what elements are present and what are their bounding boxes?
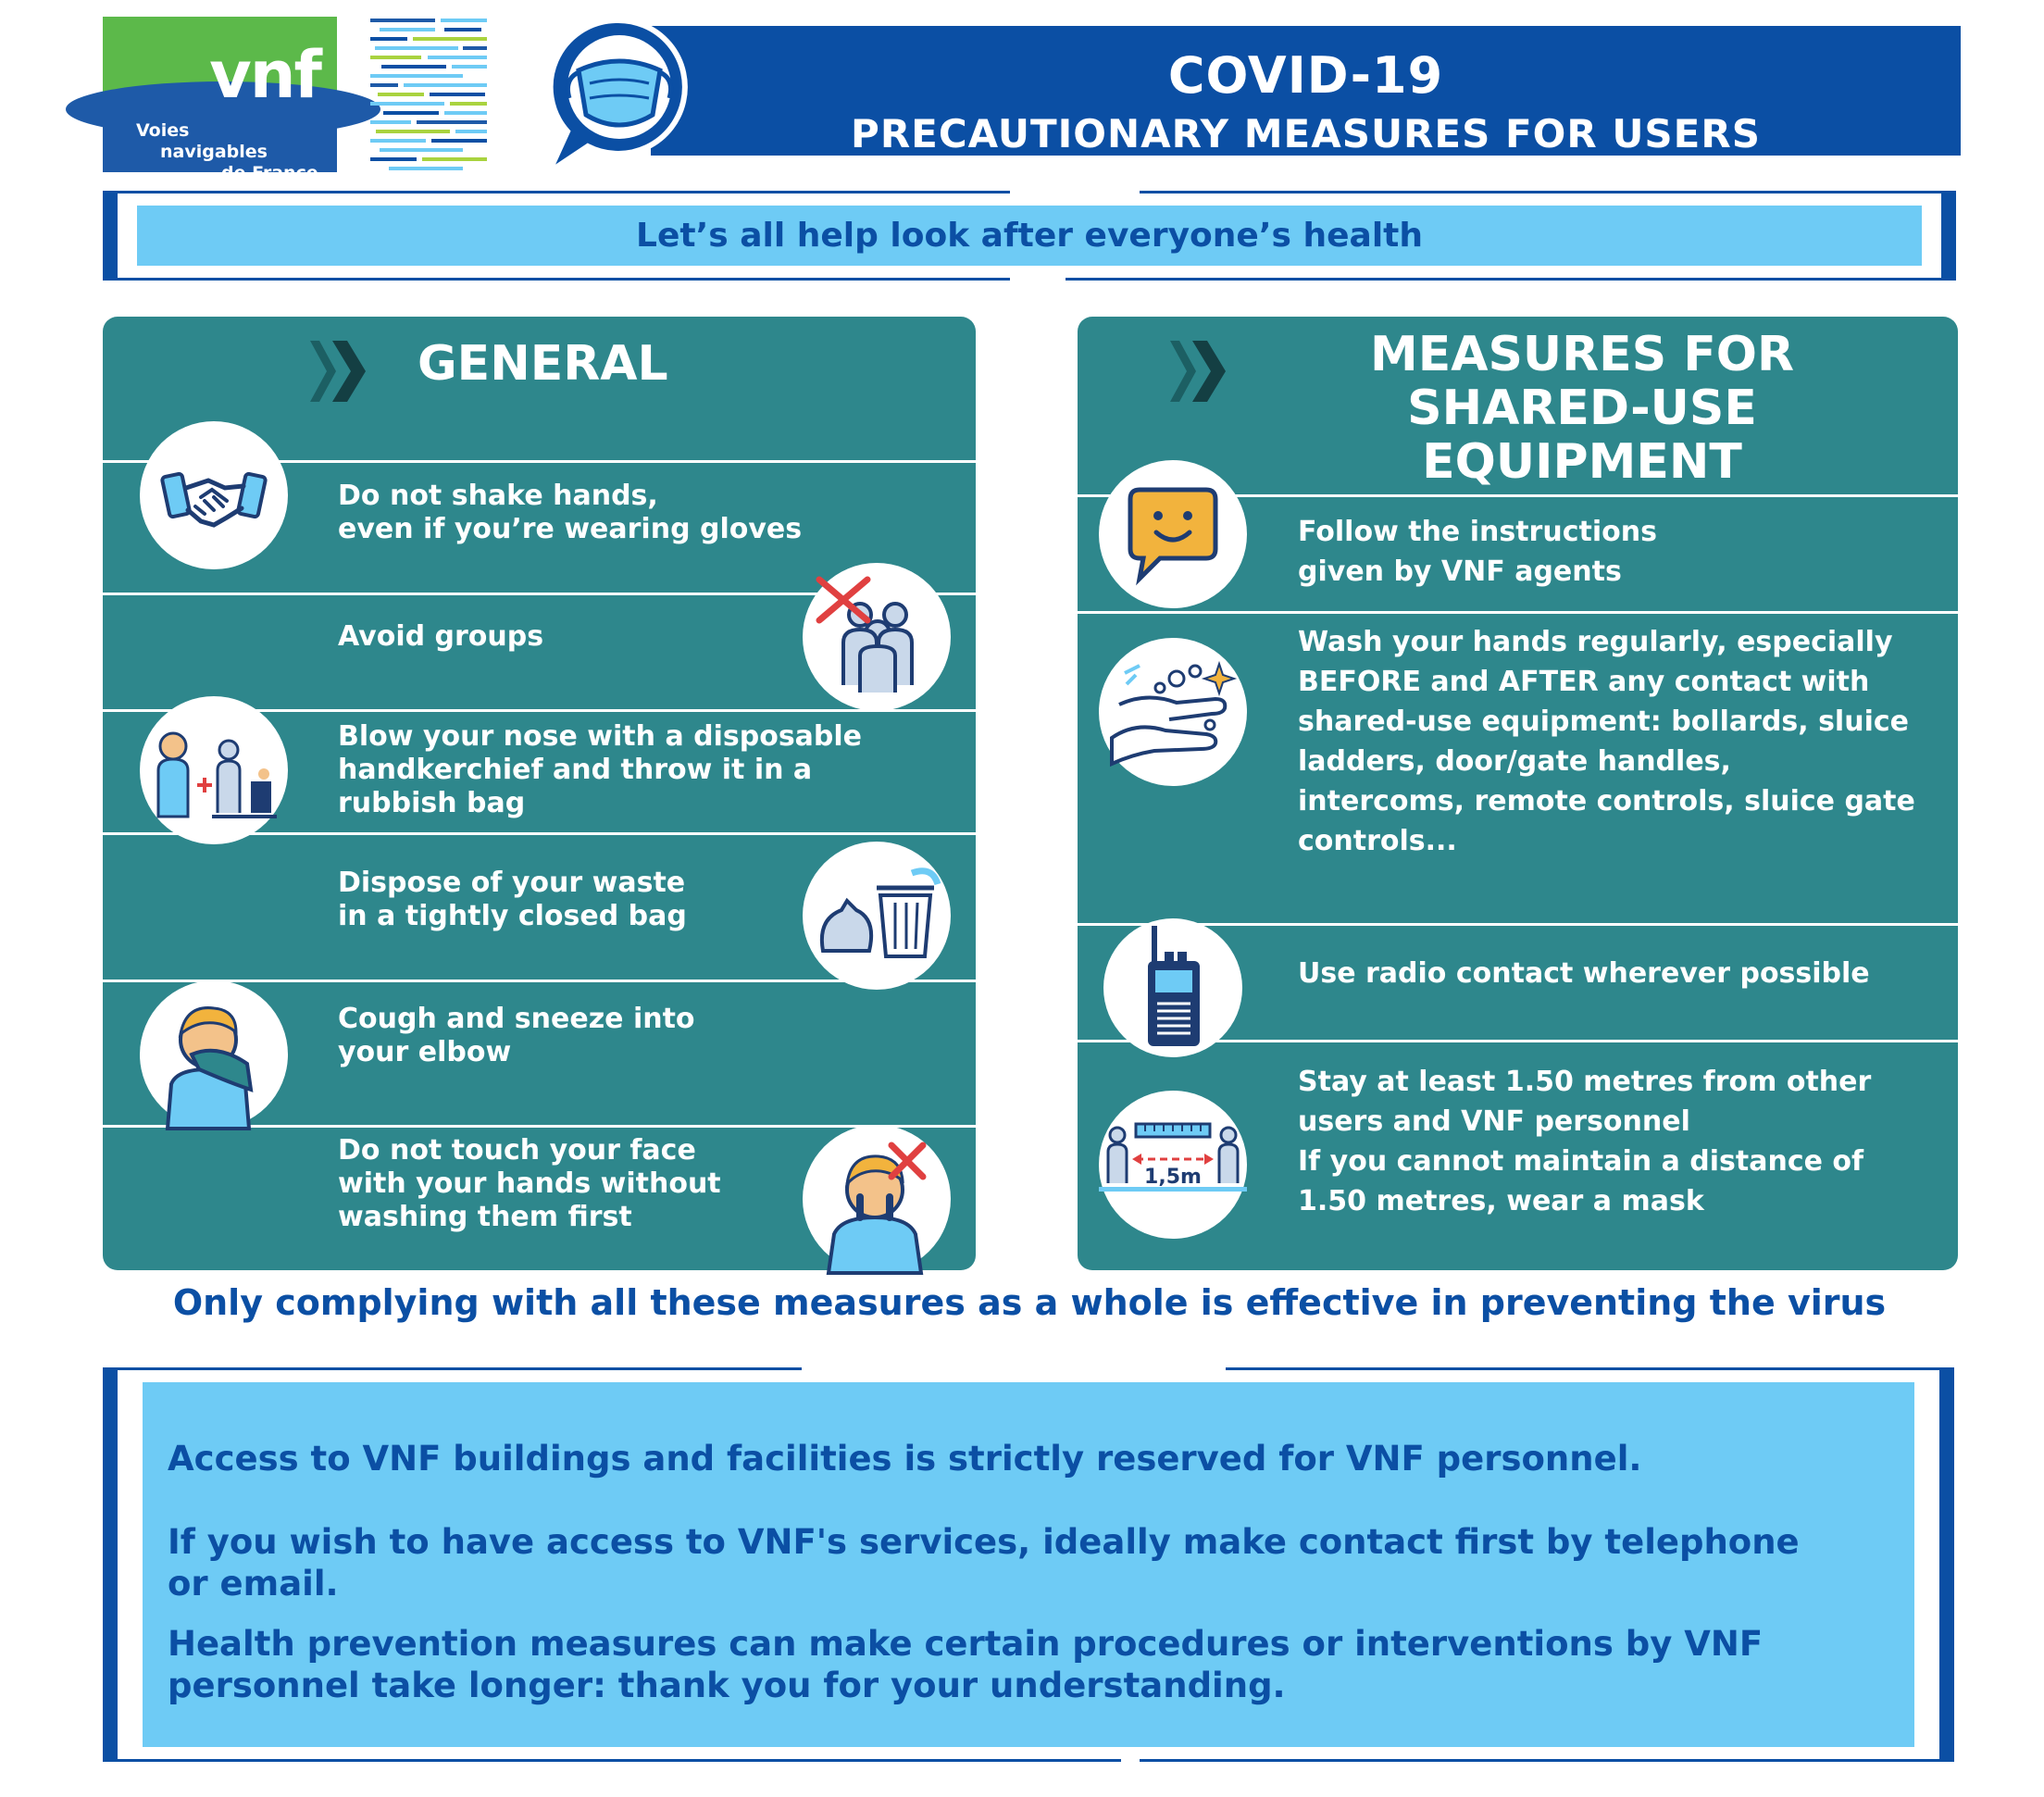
notice-banner	[103, 1367, 1954, 1762]
chevron-right-icon	[306, 330, 375, 413]
shared-item-1: Follow the instructions given by VNF agents	[1298, 516, 1657, 588]
shared-title: MEASURES FOR SHARED-USE EQUIPMENT	[1369, 327, 1795, 490]
general-item-3: Blow your nose with a disposable handkerchief and throw it in a rubbish bag	[338, 720, 863, 819]
general-title: GENERAL	[418, 336, 668, 392]
hand-wash-icon	[1099, 638, 1247, 786]
tissue-bin-icon	[140, 696, 288, 844]
shared-equipment-panel	[1078, 317, 1958, 1270]
logo-tagline: Voies navigables de France	[136, 120, 318, 183]
chevron-right-icon	[1166, 330, 1235, 413]
title-band	[651, 26, 1961, 156]
general-panel	[103, 317, 976, 1270]
notice-contact: If you wish to have access to VNF's services, ideally make contact first by telephone or email.	[168, 1522, 1800, 1604]
logo-brand: vnf	[209, 37, 320, 113]
waste-bag-icon	[803, 842, 951, 990]
shared-item-4: Stay at least 1.50 metres from other users and VNF personnel If you cannot maintain a distance of 1.50 metres, wear a mask	[1298, 1066, 1872, 1217]
distance-icon	[1099, 1091, 1247, 1239]
health-banner-text: Let’s all help look after everyone’s health	[636, 217, 1423, 255]
speech-smile-icon	[1099, 460, 1247, 608]
general-item-6: Do not touch your face with your hands without washing them first	[338, 1134, 721, 1233]
stripes-decoration	[370, 17, 491, 172]
closing-statement: Only complying with all these measures as a whole is effective in preventing the virus	[172, 1282, 1887, 1323]
mask-bubble-icon	[542, 15, 690, 174]
general-item-1: Do not shake hands, even if you’re wearing gloves	[338, 480, 803, 545]
health-banner	[103, 191, 1956, 281]
shared-item-2: Wash your hands regularly, especially BEFORE and AFTER any contact with shared-use equipment: bollards, sluice ladders, door/gate handles, intercoms, remote controls, sluice gate controls...	[1298, 626, 1915, 857]
general-item-5: Cough and sneeze into your elbow	[338, 1003, 695, 1068]
page-subtitle: PRECAUTIONARY MEASURES FOR USERS	[851, 111, 1761, 156]
notice-understanding: Health prevention measures can make certain procedures or interventions by VNF personnel take longer: thank you for your understanding.	[168, 1624, 1764, 1705]
handshake-icon	[140, 421, 288, 569]
elbow-sneeze-icon	[140, 980, 288, 1129]
distance-label: 1,5m	[1144, 1166, 1202, 1189]
notice-access: Access to VNF buildings and facilities is strictly reserved for VNF personnel.	[168, 1439, 1642, 1479]
radio-icon	[1103, 918, 1242, 1057]
group-crossed-icon	[803, 563, 951, 711]
general-item-2: Avoid groups	[338, 620, 544, 653]
shared-item-3: Use radio contact wherever possible	[1298, 957, 1870, 990]
general-item-4: Dispose of your waste in a tightly closed bag	[338, 867, 687, 932]
vnf-logo	[103, 17, 337, 183]
page-title: COVID-19	[1167, 46, 1444, 105]
face-touch-crossed-icon	[803, 1125, 951, 1273]
